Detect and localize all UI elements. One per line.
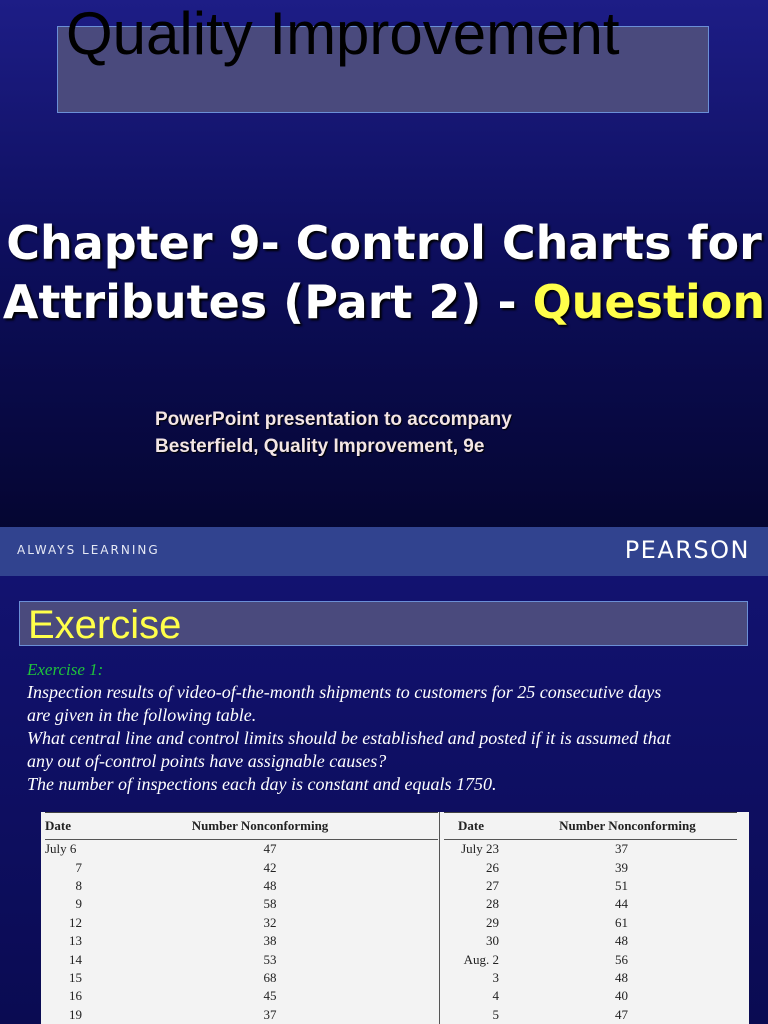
table-header [45, 813, 438, 839]
data-table [41, 812, 749, 1024]
count-cell: 68 [263, 969, 277, 985]
count-cell: 56 [615, 951, 628, 967]
date-cell: 14 [69, 951, 82, 967]
date-cell: 26 [486, 859, 499, 875]
table-row [444, 932, 737, 950]
table-row [45, 987, 438, 1005]
exercise-label: Exercise 1: [27, 660, 104, 679]
table-row [444, 914, 737, 932]
count-cell: 47 [615, 1006, 628, 1022]
date-cell: 16 [69, 988, 82, 1004]
count-cell: 53 [263, 951, 277, 967]
table-row [45, 1006, 438, 1024]
count-cell: 48 [615, 933, 628, 949]
count-cell: 37 [615, 841, 628, 857]
book-title: Quality Improvement [66, 0, 620, 67]
table-row [444, 1006, 737, 1024]
count-cell: 45 [263, 988, 277, 1004]
table-header [444, 813, 737, 839]
date-cell: 15 [69, 969, 82, 985]
table-row [45, 877, 438, 895]
date-cell: 27 [486, 877, 499, 893]
count-cell: 58 [263, 896, 277, 912]
date-cell: 30 [486, 933, 499, 949]
exercise-heading-box [19, 601, 748, 646]
count-cell: 32 [263, 914, 277, 930]
subtitle-line-2: Besterfield, Quality Improvement, 9e [155, 436, 485, 457]
chapter-title-main: Chapter 9- Control Charts for Attributes (Part 2) - [2, 216, 762, 329]
table-row [444, 987, 737, 1005]
table-divider [439, 812, 440, 1024]
date-cell: 12 [69, 914, 82, 930]
data-table-left [45, 812, 438, 1024]
table-row [444, 858, 737, 876]
date-cell: 29 [486, 914, 499, 930]
count-cell: 38 [263, 933, 277, 949]
exercise-slide [0, 576, 768, 1024]
count-cell: 37 [263, 1006, 277, 1022]
pearson-logo: PEARSON [624, 536, 750, 564]
table-row [45, 895, 438, 913]
date-cell: 8 [75, 877, 82, 893]
date-cell: Aug. 2 [463, 951, 499, 967]
count-cell: 39 [615, 859, 628, 875]
table-row [45, 950, 438, 968]
subtitle-line-1: PowerPoint presentation to accompany [155, 409, 512, 430]
header-number-nonconforming: Number Nonconforming [191, 818, 329, 833]
table-row [45, 932, 438, 950]
exercise-line-1: Inspection results of video-of-the-month shipments to customers for 25 consecutive days [27, 682, 662, 702]
table-row [45, 969, 438, 987]
count-cell: 47 [263, 841, 277, 857]
count-cell: 61 [615, 914, 628, 930]
date-cell: July 6 [45, 841, 77, 857]
exercise-text [27, 658, 747, 796]
table-row [444, 950, 737, 968]
header-number-nonconforming: Number Nonconforming [559, 818, 696, 833]
count-cell: 48 [263, 877, 277, 893]
date-cell: 4 [492, 988, 499, 1004]
table-row [45, 858, 438, 876]
date-cell: 7 [75, 859, 82, 875]
chapter-title [0, 214, 768, 332]
table-row [444, 895, 737, 913]
date-cell: July 23 [461, 841, 499, 857]
subtitle [155, 406, 695, 460]
count-cell: 42 [263, 859, 277, 875]
count-cell: 44 [615, 896, 628, 912]
always-learning-tagline: ALWAYS LEARNING [17, 543, 160, 557]
date-cell: 19 [69, 1006, 82, 1022]
exercise-line-5: The number of inspections each day is constant and equals 1750. [27, 774, 497, 794]
count-cell: 40 [615, 988, 628, 1004]
data-table-right [444, 812, 737, 1024]
date-cell: 3 [492, 969, 499, 985]
footer-bar [0, 527, 768, 576]
exercise-line-3: What central line and control limits should be established and posted if it is assumed that [27, 728, 671, 748]
date-cell: 5 [492, 1006, 499, 1022]
count-cell: 51 [615, 877, 628, 893]
chapter-title-highlight: Question [532, 275, 766, 329]
table-row [444, 877, 737, 895]
date-cell: 9 [75, 896, 82, 912]
date-cell: 13 [69, 933, 82, 949]
table-row [444, 840, 737, 858]
table-row [444, 969, 737, 987]
exercise-line-2: are given in the following table. [27, 705, 257, 725]
count-cell: 48 [615, 969, 628, 985]
table-row [45, 914, 438, 932]
header-date: Date [45, 818, 71, 833]
date-cell: 28 [486, 896, 499, 912]
exercise-heading: Exercise [28, 603, 182, 647]
exercise-line-4: any out of-control points have assignable causes? [27, 751, 387, 771]
table-body-right [444, 840, 737, 1024]
header-date: Date [458, 818, 484, 833]
table-body-left [45, 840, 438, 1024]
table-row [45, 840, 438, 858]
